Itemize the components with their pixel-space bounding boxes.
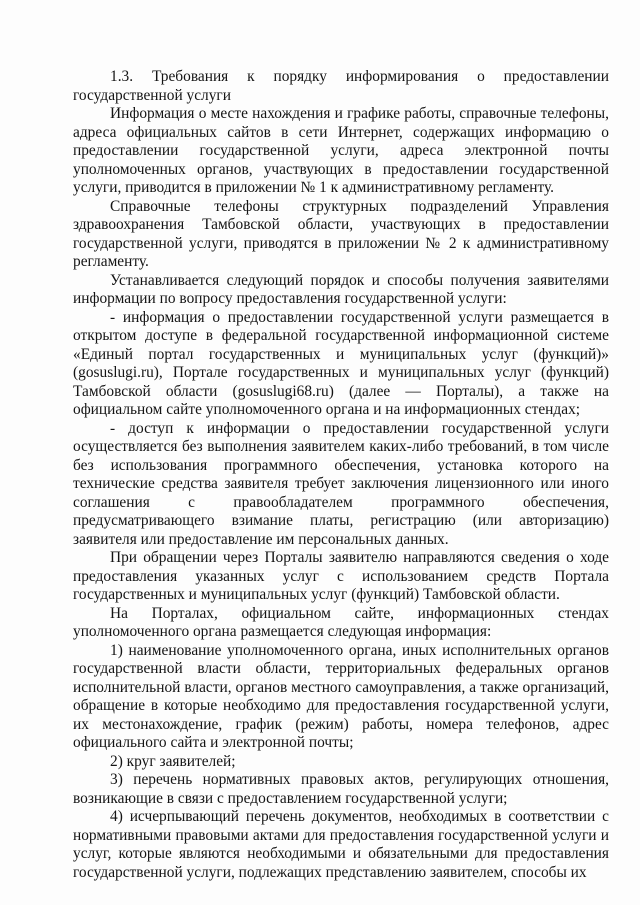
paragraph-posted-info-intro: На Порталах, официальном сайте, информационных стендах уполномоченного органа размещается следующая информация: <box>73 604 609 640</box>
paragraph-reference-phones: Справочные телефоны структурных подразделений Управления здравоохранения Тамбовской области, участвующих в предоставлении государственной услуги, приводятся в приложении № 2 к административному регламенту. <box>73 197 609 270</box>
section-heading: 1.3. Требования к порядку информирования о предоставлении государственной услуги <box>73 68 609 104</box>
list-item-3: 3) перечень нормативных правовых актов, регулирующих отношения, возникающие в связи с предоставлением государственной услуги; <box>73 771 609 807</box>
paragraph-portal-progress: При обращении через Порталы заявителю направляются сведения о ходе предоставления указанных услуг с использованием средств Портала государственных и муниципальных услуг (функций) Тамбовской области. <box>73 549 609 603</box>
paragraph-access-terms: - доступ к информации о предоставлении государственной услуги осуществляется без выполнения заявителем каких-либо требований, в том числе без использования программного обеспечения, установка которого на технические средства заявителя требует заключения лицензионного или иного соглашения с правообладателем программного обеспечения, предусматривающего взимание платы, регистрацию (или авторизацию) заявителя или предоставление им персональных данных. <box>73 419 609 548</box>
paragraph-portal-info: - информация о предоставлении государственной услуги размещается в открытом доступе в федеральной государственной информационной системе «Единый портал государственных и муниципальных услуг (функций)» (gosuslugi.ru), Портале государственных и муниципальных услуг (функций) Тамбовской области (gosuslugi68.ru) (далее — Порталы), а также на официальном сайте уполномоченного органа и на информационных стендах; <box>73 308 609 418</box>
document-body <box>73 68 609 882</box>
list-item-2: 2) круг заявителей; <box>110 752 236 770</box>
paragraph-contacts-info: Информация о месте нахождения и графике работы, справочные телефоны, адреса официальных сайтов в сети Интернет, содержащих информацию о предоставлении государственной услуги, адреса электронной почты уполномоченных органов, участвующих в предоставлении государственной услуги, приводится в приложении № 1 к административному регламенту. <box>73 105 609 196</box>
list-item-1: 1) наименование уполномоченного органа, иных исполнительных органов государственной власти области, территориальных федеральных органов исполнительной власти, органов местного самоуправления, а также организаций, обращение в которые необходимо для предоставления государственной услуги, их местонахождение, график (режим) работы, номера телефонов, адрес официального сайта и электронной почты; <box>73 641 609 751</box>
list-item-4: 4) исчерпывающий перечень документов, необходимых в соответствии с нормативными правовыми актами для предоставления государственной услуги и услуг, которые являются необходимыми и обязательными для предоставления государственной услуги, подлежащих представлению заявителем, способы их <box>73 808 609 881</box>
paragraph-procedure-intro: Устанавливается следующий порядок и способы получения заявителями информации по вопросу предоставления государственной услуги: <box>73 271 609 307</box>
